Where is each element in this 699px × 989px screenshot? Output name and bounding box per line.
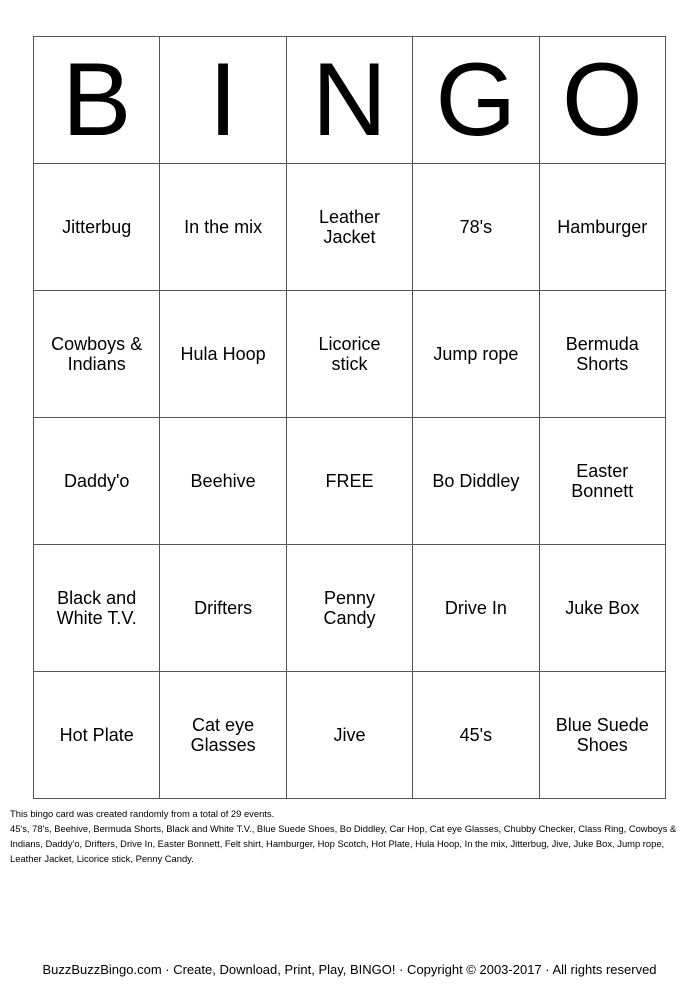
cell-label: 45's: [459, 725, 493, 745]
bingo-row: [34, 672, 666, 799]
bingo-card: [33, 36, 666, 799]
bingo-cell: [413, 418, 539, 545]
bingo-cell: [160, 164, 286, 291]
cell-label: Black and White T.V.: [56, 588, 137, 628]
bingo-cell: [286, 545, 412, 672]
bingo-cell: [286, 291, 412, 418]
bingo-cell: [539, 545, 665, 672]
cell-label: Penny Candy: [323, 588, 376, 628]
cell-label: In the mix: [184, 217, 263, 237]
cell-label: Blue Suede Shoes: [555, 715, 649, 755]
bingo-cell: [34, 291, 160, 418]
bingo-cell: [286, 164, 412, 291]
cell-label: Hamburger: [557, 217, 648, 237]
card-info-summary: This bingo card was created randomly from a total of 29 events.: [10, 808, 275, 819]
cell-label: Drive In: [444, 598, 507, 618]
cell-label: Licorice stick: [318, 334, 381, 374]
cell-label: Easter Bonnett: [571, 461, 634, 501]
bingo-cell: [539, 418, 665, 545]
cell-label: 78's: [459, 217, 493, 237]
cell-label: Drifters: [194, 598, 253, 618]
cell-label: Beehive: [190, 471, 256, 491]
bingo-cell: [286, 672, 412, 799]
free-space-cell: [286, 418, 412, 545]
header-letter-n: N: [286, 37, 412, 164]
bingo-cell: [413, 672, 539, 799]
bingo-cell: [413, 164, 539, 291]
cell-label: Cat eye Glasses: [190, 715, 256, 755]
bingo-cell: [160, 418, 286, 545]
event-list: 45's, 78's, Beehive, Bermuda Shorts, Black and White T.V., Blue Suede Shoes, Bo Diddley, Car Hop, Cat eye Glasses, Chubby Checker, Class Ring, Cowboys & Indians, Daddy'o, Drifters, Drive In, Easter Bonnett, Felt shirt, Hamburger, Hop Scotch, Hot Plate, Hula Hoop, In the mix, Jitterbug, Jive, Juke Box, Jump rope, Leather Jacket, Licorice stick, Penny Candy.: [10, 823, 677, 864]
bingo-cell: [539, 291, 665, 418]
cell-label: Hula Hoop: [180, 344, 266, 364]
cell-label: Leather Jacket: [318, 207, 380, 247]
cell-label: Hot Plate: [59, 725, 134, 745]
header-letter-b: B: [34, 37, 160, 164]
bingo-cell: [34, 164, 160, 291]
bingo-header-row: [34, 37, 666, 164]
bingo-cell: [539, 164, 665, 291]
cell-label: Juke Box: [565, 598, 640, 618]
bingo-row: [34, 418, 666, 545]
cell-label: Cowboys & Indians: [51, 334, 143, 374]
bingo-row: [34, 291, 666, 418]
header-letter-o: O: [539, 37, 665, 164]
site-footer: BuzzBuzzBingo.com · Create, Download, Print, Play, BINGO! · Copyright © 2003-2017 · All rights reserved: [42, 962, 657, 977]
bingo-cell: [413, 291, 539, 418]
cell-label: Jitterbug: [62, 217, 132, 237]
bingo-cell: [34, 672, 160, 799]
cell-label: Bermuda Shorts: [565, 334, 639, 374]
bingo-row: [34, 164, 666, 291]
bingo-cell: [539, 672, 665, 799]
card-info-note: [10, 806, 685, 866]
bingo-cell: [34, 418, 160, 545]
header-letter-i: I: [160, 37, 286, 164]
bingo-cell: [413, 545, 539, 672]
cell-label: Jump rope: [433, 344, 519, 364]
bingo-cell: [34, 545, 160, 672]
header-letter-g: G: [413, 37, 539, 164]
bingo-cell: [160, 672, 286, 799]
bingo-row: [34, 545, 666, 672]
cell-label: Daddy'o: [63, 471, 130, 491]
bingo-cell: [160, 545, 286, 672]
bingo-cell: [160, 291, 286, 418]
cell-label: FREE: [325, 471, 374, 491]
cell-label: Bo Diddley: [432, 471, 520, 491]
cell-label: Jive: [333, 725, 366, 745]
